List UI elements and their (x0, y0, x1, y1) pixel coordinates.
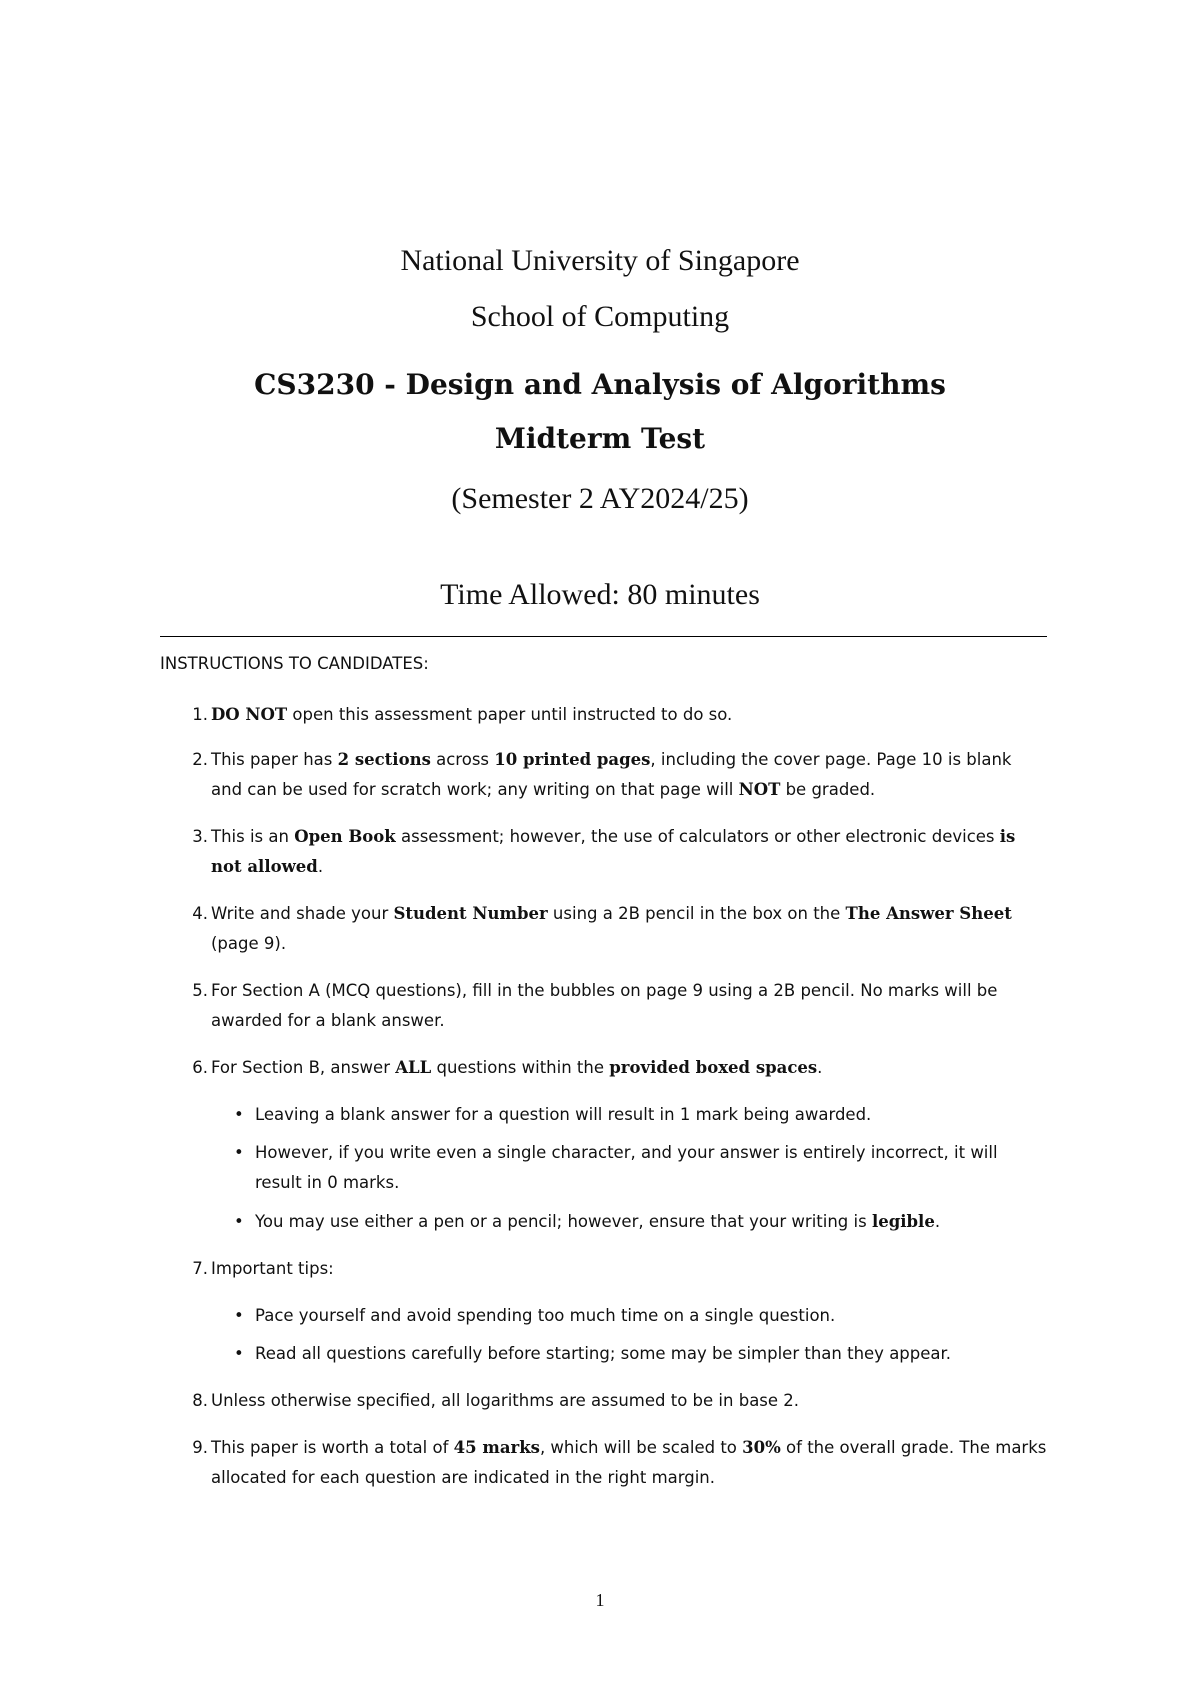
emphasis: is not allowed (211, 827, 1016, 876)
school-name: School of Computing (470, 300, 730, 333)
item-text: , which will be scaled to (539, 1438, 743, 1457)
item-text: (page 9). (211, 934, 287, 953)
emphasis: 45 marks (453, 1438, 540, 1457)
university-name: National University of Singapore (400, 244, 800, 277)
semester-label: (Semester 2 AY2024/25) (451, 482, 749, 515)
tips-bullet (232, 1339, 1047, 1369)
item-number: 1. (192, 705, 208, 724)
item-text: assessment; however, the use of calculators or other electronic devices (395, 827, 1000, 846)
tips-bullet (232, 1301, 1047, 1331)
instructions-heading: INSTRUCTIONS TO CANDIDATES: (160, 654, 429, 673)
section-b-bullet (232, 1100, 1047, 1130)
item-number: 2. (192, 750, 208, 769)
item-text: Write and shade your (211, 904, 394, 923)
bullet-text: You may use either a pen or a pencil; however, ensure that your writing is (255, 1212, 872, 1231)
section-b-bullet (232, 1207, 1047, 1237)
item-text: This is an (211, 827, 295, 846)
bullet-dot: • (234, 1306, 244, 1325)
instruction-item (178, 1254, 1047, 1284)
item-text: This paper has (211, 750, 338, 769)
emphasis: Student Number (393, 904, 548, 923)
instruction-item (178, 700, 1047, 730)
instruction-item (178, 1386, 1047, 1416)
bullet-text: However, if you write even a single character, and your answer is entirely incorrect, it will result in 0 marks. (255, 1143, 998, 1192)
bullet-dot: • (234, 1212, 244, 1231)
emphasis: The Answer Sheet (845, 904, 1012, 923)
bullet-dot: • (234, 1344, 244, 1363)
bullet-dot: • (234, 1143, 244, 1162)
item-number: 5. (192, 981, 208, 1000)
instruction-item (178, 1433, 1047, 1493)
emphasis: DO NOT (211, 705, 288, 724)
item-number: 3. (192, 827, 208, 846)
item-text: questions within the (431, 1058, 610, 1077)
item-text: For Section A (MCQ questions), fill in the bubbles on page 9 using a 2B pencil. No marks will be awarded for a blank answer. (211, 981, 998, 1030)
item-number: 4. (192, 904, 208, 923)
instruction-item (178, 899, 1047, 959)
emphasis: 2 sections (337, 750, 431, 769)
bullet-text: Leaving a blank answer for a question will result in 1 mark being awarded. (255, 1105, 872, 1124)
header-divider (160, 636, 1047, 637)
time-allowed: Time Allowed: 80 minutes (440, 578, 760, 611)
page-number: 1 (595, 1590, 605, 1610)
bullet-text: Pace yourself and avoid spending too much time on a single question. (255, 1306, 836, 1325)
instruction-item (178, 822, 1047, 882)
item-number: 8. (192, 1391, 208, 1410)
item-text: across (430, 750, 495, 769)
item-text: For Section B, answer (211, 1058, 396, 1077)
test-title: Midterm Test (494, 422, 706, 455)
emphasis: Open Book (294, 827, 396, 846)
bullet-dot: • (234, 1105, 244, 1124)
emphasis: provided boxed spaces (609, 1058, 818, 1077)
course-title: CS3230 - Design and Analysis of Algorithms (254, 368, 946, 401)
item-text: . (317, 857, 324, 876)
instruction-item (178, 976, 1047, 1036)
item-text: of the overall grade. The marks allocated for each question are indicated in the right margin. (211, 1438, 1047, 1487)
instruction-item (178, 1053, 1047, 1083)
emphasis: legible (871, 1212, 935, 1231)
item-text: be graded. (780, 780, 876, 799)
item-number: 9. (192, 1438, 208, 1457)
item-text: . (817, 1058, 823, 1077)
item-text: open this assessment paper until instructed to do so. (287, 705, 733, 724)
emphasis: ALL (395, 1058, 432, 1077)
bullet-text: . (934, 1212, 941, 1231)
item-text: Unless otherwise specified, all logarithms are assumed to be in base 2. (211, 1391, 800, 1410)
item-text: using a 2B pencil in the box on the (547, 904, 846, 923)
emphasis: NOT (738, 780, 781, 799)
bullet-text: Read all questions carefully before starting; some may be simpler than they appear. (255, 1344, 952, 1363)
emphasis: 10 printed pages (494, 750, 651, 769)
item-text: , including the cover page. Page 10 is blank and can be used for scratch work; any writing on that page will (211, 750, 1012, 799)
emphasis: 30% (742, 1438, 781, 1457)
item-number: 7. (192, 1259, 208, 1278)
item-text: Important tips: (211, 1259, 334, 1278)
item-number: 6. (192, 1058, 208, 1077)
section-b-bullet (232, 1138, 1047, 1198)
instruction-item (178, 745, 1047, 805)
item-text: This paper is worth a total of (211, 1438, 454, 1457)
